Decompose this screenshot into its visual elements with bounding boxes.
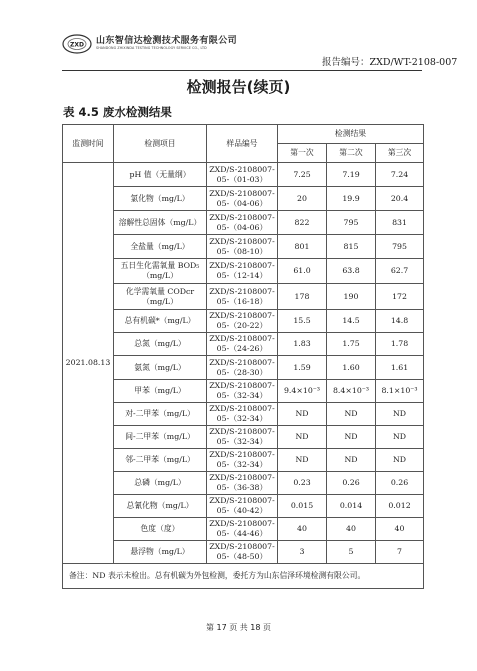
company-name-en: SHANDONG ZHIXINDA TESTING TECHNOLOGY SERVICE CO., LTD: [96, 46, 207, 50]
result-3-cell: 1.78: [376, 333, 424, 356]
page-title: 检测报告(续页): [186, 78, 291, 96]
table-row: [63, 472, 424, 495]
table-row: [63, 380, 424, 403]
result-3-cell: 1.61: [376, 356, 424, 380]
table-note-row: [63, 564, 424, 589]
company-logo-icon: [62, 32, 92, 56]
sample-number-cell: ZXD/S-2108007-05-（04-06）: [207, 187, 278, 211]
table-row: [63, 259, 424, 284]
result-1-cell: 3: [278, 541, 327, 564]
table-row: [63, 356, 424, 380]
header-divider: [62, 70, 422, 71]
result-2-cell: 14.5: [327, 310, 376, 333]
result-1-cell: 15.5: [278, 310, 327, 333]
company-name-cn: 山东智信达检测技术服务有限公司: [96, 36, 238, 46]
result-1-cell: 9.4×10⁻³: [278, 380, 327, 403]
result-2-cell: ND: [327, 449, 376, 472]
table-row: [63, 187, 424, 211]
result-2-cell: 19.9: [327, 187, 376, 211]
result-1-cell: ND: [278, 449, 327, 472]
result-3-cell: 172: [376, 284, 424, 310]
result-2-cell: ND: [327, 403, 376, 426]
header-r3: 第三次: [376, 144, 424, 163]
result-2-cell: 1.60: [327, 356, 376, 380]
item-name-cell: 邻-二甲苯（mg/L）: [114, 449, 207, 472]
result-2-cell: 0.014: [327, 495, 376, 518]
table-row: [63, 449, 424, 472]
result-3-cell: 8.1×10⁻³: [376, 380, 424, 403]
result-2-cell: 0.26: [327, 472, 376, 495]
item-name-cell: 总氰化物（mg/L）: [114, 495, 207, 518]
sample-number-cell: ZXD/S-2108007-05-（04-06）: [207, 211, 278, 235]
sample-number-cell: ZXD/S-2108007-05-（36-38）: [207, 472, 278, 495]
result-2-cell: 1.75: [327, 333, 376, 356]
result-3-cell: 7: [376, 541, 424, 564]
result-3-cell: 14.8: [376, 310, 424, 333]
sample-number-cell: ZXD/S-2108007-05-（12-14）: [207, 259, 278, 284]
table-body: [63, 163, 424, 564]
result-1-cell: 0.23: [278, 472, 327, 495]
result-1-cell: 178: [278, 284, 327, 310]
item-name-cell: 溶解性总固体（mg/L）: [114, 211, 207, 235]
table-caption: 表 4.5 废水检测结果: [63, 105, 172, 119]
table-row: [63, 284, 424, 310]
item-name-cell: 间-二甲苯（mg/L）: [114, 426, 207, 449]
monitoring-date: 2021.08.13: [63, 163, 114, 564]
result-1-cell: 40: [278, 518, 327, 541]
item-name-cell: 悬浮物（mg/L）: [114, 541, 207, 564]
header-sample: 样品编号: [207, 125, 278, 163]
item-name-cell: 色度（度）: [114, 518, 207, 541]
result-3-cell: 831: [376, 211, 424, 235]
table-row: [63, 495, 424, 518]
item-name-cell: 对-二甲苯（mg/L）: [114, 403, 207, 426]
table-row: [63, 541, 424, 564]
result-2-cell: 795: [327, 211, 376, 235]
table-row: [63, 163, 424, 187]
result-3-cell: 40: [376, 518, 424, 541]
table-row: [63, 211, 424, 235]
result-3-cell: 0.012: [376, 495, 424, 518]
result-2-cell: 8.4×10⁻³: [327, 380, 376, 403]
sample-number-cell: ZXD/S-2108007-05-（44-46）: [207, 518, 278, 541]
sample-number-cell: ZXD/S-2108007-05-（24-26）: [207, 333, 278, 356]
sample-number-cell: ZXD/S-2108007-05-（48-50）: [207, 541, 278, 564]
result-3-cell: ND: [376, 449, 424, 472]
result-1-cell: 61.0: [278, 259, 327, 284]
result-2-cell: 190: [327, 284, 376, 310]
result-1-cell: 0.015: [278, 495, 327, 518]
item-name-cell: 甲苯（mg/L）: [114, 380, 207, 403]
result-1-cell: 801: [278, 235, 327, 259]
result-3-cell: ND: [376, 403, 424, 426]
wastewater-results-table: [62, 124, 424, 589]
header-result: 检测结果: [278, 125, 424, 144]
sample-number-cell: ZXD/S-2108007-05-（32-34）: [207, 403, 278, 426]
result-1-cell: ND: [278, 426, 327, 449]
header-time: 监测时间: [63, 125, 114, 163]
item-name-cell: 全盐量（mg/L）: [114, 235, 207, 259]
item-name-cell: 氯化物（mg/L）: [114, 187, 207, 211]
item-name-cell: 氨氮（mg/L）: [114, 356, 207, 380]
result-3-cell: ND: [376, 426, 424, 449]
result-2-cell: 40: [327, 518, 376, 541]
sample-number-cell: ZXD/S-2108007-05-（40-42）: [207, 495, 278, 518]
sample-number-cell: ZXD/S-2108007-05-（01-03）: [207, 163, 278, 187]
table-row: [63, 333, 424, 356]
result-1-cell: 822: [278, 211, 327, 235]
table-row: [63, 310, 424, 333]
header-r1: 第一次: [278, 144, 327, 163]
result-1-cell: 20: [278, 187, 327, 211]
result-1-cell: 1.59: [278, 356, 327, 380]
sample-number-cell: ZXD/S-2108007-05-（16-18）: [207, 284, 278, 310]
item-name-cell: 总氮（mg/L）: [114, 333, 207, 356]
result-2-cell: 815: [327, 235, 376, 259]
result-1-cell: ND: [278, 403, 327, 426]
result-1-cell: 7.25: [278, 163, 327, 187]
report-number: 报告编号：ZXD/WT-2108-007: [322, 57, 458, 68]
item-name-cell: 总有机碳*（mg/L）: [114, 310, 207, 333]
item-name-cell: 五日生化需氧量 BOD₅（mg/L）: [114, 259, 207, 284]
logo-text: ZXD: [70, 41, 84, 49]
sample-number-cell: ZXD/S-2108007-05-（32-34）: [207, 426, 278, 449]
sample-number-cell: ZXD/S-2108007-05-（20-22）: [207, 310, 278, 333]
table-note: 备注：ND 表示未检出。总有机碳为外包检测，委托方为山东信泽环境检测有限公司。: [63, 564, 424, 589]
sample-number-cell: ZXD/S-2108007-05-（32-34）: [207, 449, 278, 472]
table-header-row: [63, 125, 424, 144]
result-1-cell: 1.83: [278, 333, 327, 356]
table-row: [63, 235, 424, 259]
result-2-cell: 5: [327, 541, 376, 564]
sample-number-cell: ZXD/S-2108007-05-（08-10）: [207, 235, 278, 259]
table-row: [63, 426, 424, 449]
sample-number-cell: ZXD/S-2108007-05-（32-34）: [207, 380, 278, 403]
table-row: [63, 403, 424, 426]
result-3-cell: 0.26: [376, 472, 424, 495]
page-footer: 第 17 页 共 18 页: [205, 623, 272, 632]
result-2-cell: 63.8: [327, 259, 376, 284]
result-2-cell: 7.19: [327, 163, 376, 187]
table-row: [63, 518, 424, 541]
item-name-cell: 化学需氧量 CODcr（mg/L）: [114, 284, 207, 310]
item-name-cell: 总磷（mg/L）: [114, 472, 207, 495]
result-3-cell: 7.24: [376, 163, 424, 187]
result-3-cell: 20.4: [376, 187, 424, 211]
result-2-cell: ND: [327, 426, 376, 449]
item-name-cell: pH 值（无量纲）: [114, 163, 207, 187]
header-item: 检测项目: [114, 125, 207, 163]
report-header: [60, 28, 458, 68]
header-r2: 第二次: [327, 144, 376, 163]
result-3-cell: 62.7: [376, 259, 424, 284]
result-3-cell: 795: [376, 235, 424, 259]
sample-number-cell: ZXD/S-2108007-05-（28-30）: [207, 356, 278, 380]
